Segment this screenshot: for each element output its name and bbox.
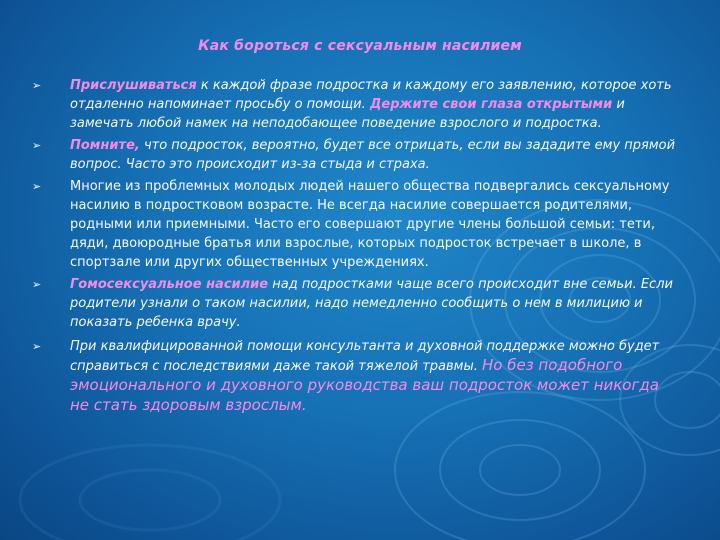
item-text: что подросток, вероятно, будет все отрицать, если вы зададите ему прямой вопрос. Часто это происходит из-за стыда и страха.	[70, 138, 676, 172]
slide-title: Как бороться с сексуальным насилием	[198, 38, 522, 54]
list-item	[32, 136, 682, 174]
item-text: Многие из проблемных молодых людей нашего общества подвергались сексуальному насилию в подростковом возрасте. Не всегда насилие совершается родителями, родными или приемными. Часто его совершают другие члены большой семьи: тети, дяди, двоюродные братья или взрослые, которых подросток встречает в школе, в спортзале или других общественных учреждениях.	[70, 179, 670, 270]
item-emphasis-text: Держите свои глаза открытыми	[369, 97, 613, 112]
list-item	[32, 76, 682, 133]
list-item	[32, 337, 682, 416]
item-text: и замечать любой намек на неподобающее поведение взрослого и подростка.	[70, 97, 625, 131]
bullet-list	[32, 76, 682, 419]
item-text: к каждой фразе подростка и каждому его заявлению, которое хоть отдаленно напоминает просьбу о помощи.	[70, 78, 672, 112]
arrow-bullet-icon: ➢	[32, 139, 42, 152]
arrow-bullet-icon: ➢	[32, 340, 42, 353]
item-lead-text: Гомосексуальное насилие	[70, 277, 269, 292]
item-text: над подростками чаще всего происходит вне семьи. Если родители узнали о таком насилии, надо немедленно сообщить о нем в милицию и показать ребенка врачу.	[70, 277, 673, 330]
item-text: При квалифицированной помощи консультанта и духовной поддержке можно будет справиться с последствиями даже такой тяжелой травмы.	[70, 339, 660, 374]
arrow-bullet-icon: ➢	[32, 180, 42, 193]
arrow-bullet-icon: ➢	[32, 278, 42, 291]
list-item	[32, 177, 682, 272]
arrow-bullet-icon: ➢	[32, 79, 42, 92]
item-emphasis-text: Но без подобного эмоционального и духовного руководства ваш подросток может никогда не стать здоровым взрослым.	[70, 356, 659, 414]
item-lead-text: Прислушиваться	[70, 78, 197, 93]
item-lead-text: Помните,	[70, 138, 140, 153]
list-item	[32, 275, 682, 332]
